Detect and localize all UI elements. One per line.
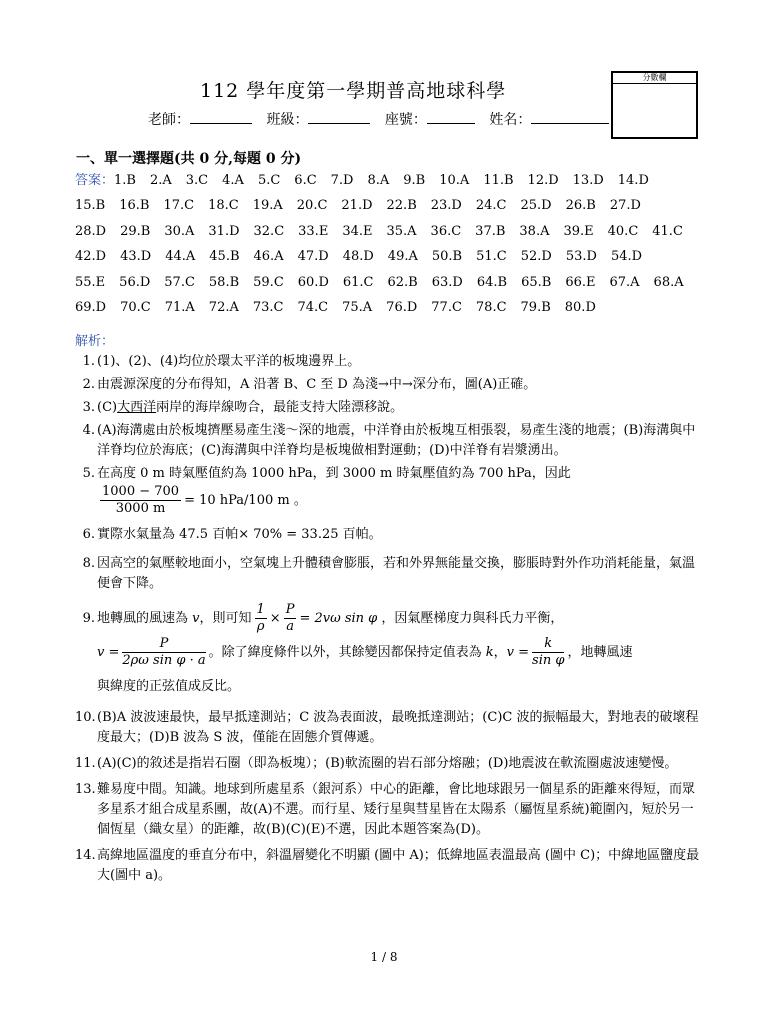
explanation-item	[75, 780, 705, 840]
explanation-label: 解析：	[75, 334, 115, 349]
answer-item: 80.D	[564, 299, 596, 315]
answer-item: 35.A	[386, 223, 417, 239]
teacher-label: 老師：	[148, 112, 190, 128]
section-heading: 一、單一選擇題(共 0 分,每題 0 分)	[76, 151, 302, 167]
explanation-item	[75, 464, 705, 517]
answer-item: 63.D	[431, 274, 463, 290]
answer-item: 48.D	[342, 249, 374, 265]
answer-item: 39.E	[563, 223, 594, 239]
answer-item: 11.B	[483, 173, 514, 188]
answer-item: 25.D	[520, 198, 552, 214]
fraction	[122, 636, 205, 669]
answer-item: 30.A	[164, 223, 195, 239]
answer-item: 17.C	[163, 198, 195, 214]
answer-item: 62.B	[387, 274, 418, 290]
variable-v: v	[192, 611, 200, 626]
answer-item: 55.E	[75, 274, 106, 290]
answer-item: 36.C	[430, 223, 462, 239]
answer-item: 74.C	[297, 299, 329, 315]
answer-item: 73.C	[252, 299, 284, 315]
class-blank[interactable]	[308, 109, 370, 124]
item-number: 13.	[75, 782, 96, 797]
explanation-item	[75, 525, 705, 545]
times-sign: ×	[269, 611, 281, 626]
item-text: 。除了緯度條件以外，其餘變因都保持定值表為	[208, 645, 486, 660]
answer-item: 38.A	[519, 223, 550, 239]
answer-item: 52.D	[520, 249, 552, 265]
explanation-item	[75, 554, 705, 594]
item-number: 3.	[82, 400, 95, 415]
explanation-item	[75, 421, 705, 461]
class-label: 班級：	[266, 112, 309, 128]
answer-item: 27.D	[609, 198, 641, 214]
answer-item: 28.D	[75, 223, 107, 239]
fraction-denominator: ρ	[256, 619, 265, 634]
answer-item: 7.D	[330, 173, 354, 188]
answer-item: 4.A	[222, 173, 244, 188]
page-title: 112 學年度第一學期普高地球科學	[200, 80, 507, 102]
answer-item: 56.D	[119, 274, 151, 290]
answer-item: 32.C	[253, 223, 285, 239]
score-box[interactable]	[611, 71, 698, 139]
answer-item: 40.C	[607, 223, 639, 239]
item-number: 8.	[82, 556, 95, 571]
answer-row	[75, 274, 725, 299]
equation: = 2vω sin φ	[299, 611, 378, 626]
answer-item: 12.D	[527, 173, 559, 188]
equation-lhs: v =	[97, 645, 120, 660]
answer-item: 19.A	[252, 198, 283, 214]
fraction	[284, 602, 297, 635]
answer-item: 26.B	[565, 198, 596, 214]
item-number: 4.	[82, 423, 95, 438]
answer-item: 64.B	[476, 274, 508, 290]
item-number: 9.	[82, 611, 95, 626]
answer-item: 16.B	[119, 198, 150, 214]
item-text: 與緯度的正弦值成反比。	[97, 679, 241, 694]
item-text: 兩岸的海岸線吻合，最能支持大陸漂移說。	[156, 400, 404, 415]
fraction-numerator: 1000 − 700	[102, 484, 180, 499]
answer-item: 20.C	[296, 198, 328, 214]
answer-item: 75.A	[342, 299, 373, 315]
answer-item: 22.B	[386, 198, 417, 214]
explanation-item	[75, 352, 705, 372]
item-text: 因高空的氣壓較地面小，空氣塊上升體積會膨脹，若和外界無能量交換，膨脹時對外作功消耗能量，氣溫便會下降。	[97, 556, 696, 591]
fraction-denominator: sin φ	[532, 653, 565, 668]
answer-item: 29.B	[120, 223, 151, 239]
explanation-item	[75, 708, 705, 748]
answer-item: 71.A	[164, 299, 195, 315]
item-text: ，	[493, 645, 507, 660]
item-number: 11.	[75, 756, 96, 771]
teacher-blank[interactable]	[190, 109, 252, 124]
answer-item: 13.D	[572, 173, 604, 188]
item-text: 難易度中間。知識。地球到所處星系（銀河系）中心的距離，會比地球跟另一個星系的距離來得短，而眾多星系才組合成星系團，故(A)不選。而行星、矮行星與彗星皆在太陽系（屬恆星系統)範圍內，短於另一個恆星（織女星）的距離，故(B)(C)(E)不選，因此本題答案為(D)。	[97, 782, 696, 837]
answer-item: 37.B	[475, 223, 506, 239]
answer-item: 57.C	[164, 274, 195, 290]
answer-item: 6.C	[294, 173, 317, 188]
name-blank[interactable]	[531, 109, 609, 124]
explanation-item	[75, 754, 705, 774]
item-text: ，因氣壓梯度力與科氏力平衡，	[377, 611, 564, 626]
item-number: 2.	[82, 377, 95, 392]
item-number: 14.	[75, 848, 96, 863]
answer-item: 5.C	[257, 173, 281, 188]
item-result: = 10 hPa/100 m 。	[184, 493, 307, 508]
answer-item: 1.B	[114, 173, 136, 188]
answer-item: 44.A	[165, 249, 196, 265]
item-text: 在高度 0 m 時氣壓值約為 1000 hPa，到 3000 m 時氣壓值約為 700 hPa，因此	[97, 466, 571, 481]
name-label: 姓名：	[489, 112, 532, 128]
item-text: (A)海溝處由於板塊擠壓易產生淺～深的地震，中洋脊由於板塊互相張裂，易產生淺的地震；(B)海溝與中洋脊均位於海底；(C)海溝與中洋脊均是板塊做相對運動；(D)中洋脊有岩漿湧出。	[97, 423, 696, 458]
item-text: ，則可知	[199, 611, 252, 626]
answer-row	[75, 248, 725, 273]
fraction-numerator: P	[122, 636, 205, 653]
answer-item: 33.E	[298, 223, 329, 239]
answer-item: 14.D	[617, 173, 649, 188]
item-number: 5.	[82, 466, 95, 481]
fraction	[532, 636, 564, 669]
answer-key	[75, 172, 725, 324]
answer-item: 31.D	[208, 223, 240, 239]
answer-item: 49.A	[387, 249, 418, 265]
answer-item: 69.D	[75, 299, 107, 315]
answer-item: 10.A	[439, 173, 470, 188]
answer-item: 61.C	[342, 274, 374, 290]
answer-row	[75, 197, 725, 222]
seat-label: 座號：	[384, 112, 427, 128]
answer-item: 77.C	[431, 299, 462, 315]
explanation-item	[75, 846, 705, 886]
student-info-row	[148, 109, 619, 129]
page-number: 1 / 8	[370, 950, 398, 964]
equation-lhs: v =	[506, 645, 530, 660]
answer-item: 78.C	[475, 299, 507, 315]
fraction-numerator: k	[532, 636, 564, 653]
fraction-denominator: a	[286, 619, 294, 634]
answer-item: 68.A	[653, 274, 684, 290]
item-underlined: 大西洋	[117, 400, 157, 415]
answer-item: 59.C	[253, 274, 284, 290]
item-text: (1)、(2)、(4)均位於環太平洋的板塊邊界上。	[97, 354, 361, 369]
fraction-numerator: P	[285, 602, 295, 617]
item-number: 1.	[82, 354, 95, 369]
item-text: 由震源深度的分布得知，A 沿著 B、C 至 D 為淺→中→深分布，圖(A)正確。	[97, 377, 537, 392]
answer-item: 79.B	[520, 299, 551, 315]
score-box-label: 分數欄	[613, 73, 696, 84]
answer-item: 66.E	[565, 274, 596, 290]
answer-item: 8.A	[367, 173, 390, 188]
answer-item: 43.D	[120, 249, 152, 265]
answer-item: 60.D	[297, 274, 329, 290]
answer-item: 23.D	[430, 198, 462, 214]
item-text: 地轉風的風速為	[97, 611, 193, 626]
answer-item: 76.D	[386, 299, 418, 315]
fraction-numerator: 1	[256, 602, 265, 617]
fraction-denominator: 2ρω sin φ · a	[122, 653, 206, 668]
item-text: (B)A 波波速最快，最早抵達測站；C 波為表面波，最晚抵達測站；(C)C 波的振幅最大，對地表的破壞程度最大；(D)B 波為 S 波，僅能在固態介質傳遞。	[97, 710, 699, 745]
answer-item: 50.B	[431, 249, 463, 265]
fraction	[255, 602, 267, 635]
item-number: 6.	[82, 527, 95, 542]
answer-row	[75, 172, 725, 197]
answer-item: 67.A	[609, 274, 640, 290]
answer-item: 24.C	[475, 198, 507, 214]
answer-item: 65.B	[521, 274, 552, 290]
answer-item: 15.B	[75, 198, 106, 214]
answer-item: 46.A	[253, 249, 284, 265]
answer-item: 18.C	[208, 198, 239, 214]
item-text: (A)(C)的敘述是指岩石圈（即為板塊）；(B)軟流圈的岩石部分熔融；(D)地震波在軟流圈處波速變慢。	[97, 756, 678, 771]
answer-item: 42.D	[75, 249, 107, 265]
item-text: ，地轉風速	[567, 645, 633, 660]
answer-item: 2.A	[149, 173, 172, 188]
answer-item: 54.D	[610, 249, 643, 265]
explanation-list	[75, 352, 705, 889]
seat-blank[interactable]	[427, 109, 475, 124]
item-number: 10.	[75, 710, 96, 725]
explanation-item	[75, 398, 705, 418]
variable-k: k	[485, 645, 494, 660]
answer-item: 9.B	[403, 173, 426, 188]
answer-item: 51.C	[476, 249, 507, 265]
answer-label: 答案：	[75, 173, 115, 188]
answer-item: 53.D	[565, 249, 597, 265]
answer-item: 3.C	[185, 173, 209, 188]
answer-item: 41.C	[652, 223, 683, 239]
answer-item: 47.D	[297, 249, 329, 265]
answer-item: 21.D	[341, 198, 373, 214]
answer-row	[75, 223, 725, 248]
answer-item: 70.C	[120, 299, 151, 315]
answer-item: 58.B	[208, 274, 240, 290]
item-prefix: (C)	[97, 400, 118, 415]
answer-item: 72.A	[208, 299, 239, 315]
item-text: 實際水氣量為 47.5 百帕× 70% = 33.25 百帕。	[97, 527, 382, 542]
answer-item: 34.E	[342, 223, 373, 239]
fraction-denominator: 3000 m	[115, 501, 166, 516]
fraction	[100, 484, 181, 517]
answer-item: 45.B	[209, 249, 240, 265]
explanation-item	[75, 602, 705, 704]
item-text: 高緯地區溫度的垂直分布中，斜溫層變化不明顯 (圖中 A)；低緯地區表溫最高 (圖中 C)；中緯地區鹽度最大(圖中 a)。	[97, 848, 700, 883]
answer-row	[75, 299, 725, 324]
explanation-item	[75, 375, 705, 395]
